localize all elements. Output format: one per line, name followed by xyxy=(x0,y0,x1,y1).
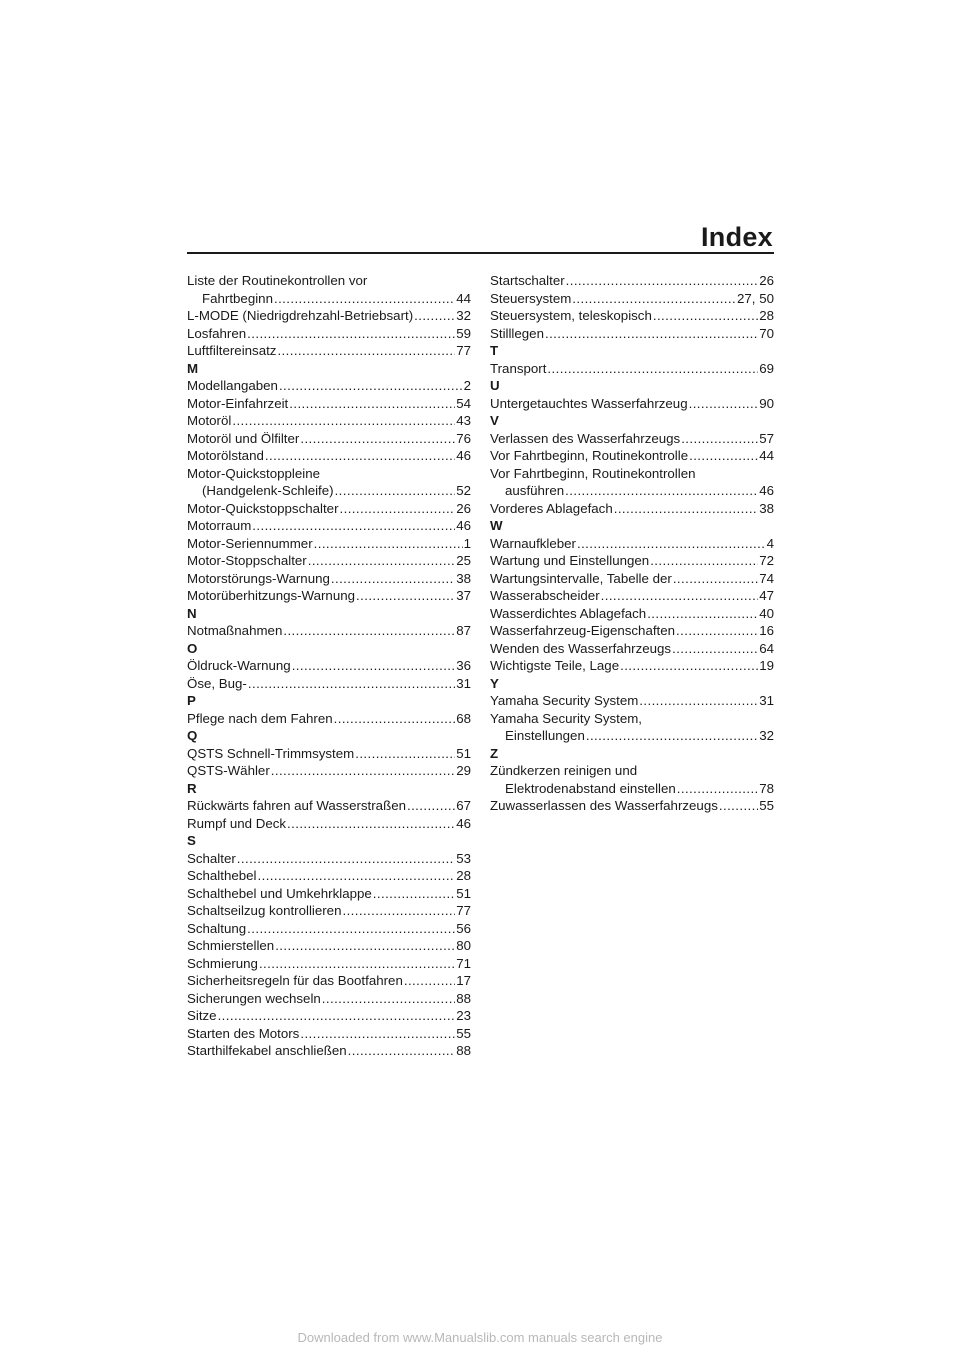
index-entry-page: 77 xyxy=(456,903,471,918)
dot-leader xyxy=(677,780,758,798)
index-entry-label: Notmaßnahmen xyxy=(187,623,283,638)
index-entry xyxy=(187,342,471,360)
dot-leader xyxy=(650,552,758,570)
index-entry xyxy=(490,727,774,745)
index-entry-label: Warnaufkleber xyxy=(490,535,576,551)
index-entry-label: Wartungsintervalle, Tabelle der xyxy=(490,570,672,586)
index-entry xyxy=(490,622,774,640)
index-entry-page: 26 xyxy=(456,500,471,516)
dot-leader xyxy=(586,727,758,745)
dot-leader xyxy=(545,325,758,343)
index-entry-page: 19 xyxy=(759,658,774,673)
index-entry-label: Schalter xyxy=(187,850,236,866)
index-entry-page: 43 xyxy=(456,413,471,428)
dot-leader xyxy=(355,745,455,763)
index-entry xyxy=(187,710,471,728)
index-entry-label: Schaltseilzug kontrollieren xyxy=(187,903,342,918)
dot-leader xyxy=(689,447,758,465)
dot-leader xyxy=(566,272,759,290)
dot-leader xyxy=(572,290,736,308)
index-entry xyxy=(187,500,471,518)
index-letter-heading: U xyxy=(490,378,500,393)
dot-leader xyxy=(218,1007,456,1025)
index-entry-head: Motor-Quickstoppleine xyxy=(187,465,321,481)
index-entry-label: Schaltung xyxy=(187,920,247,936)
index-entry-label: Sitze xyxy=(187,1008,217,1023)
index-entry xyxy=(490,797,774,815)
index-entry xyxy=(490,552,774,570)
index-entry-page: 55 xyxy=(456,1025,471,1041)
index-letter-heading: Z xyxy=(490,745,499,761)
index-entry-label: Losfahren xyxy=(187,325,247,341)
dot-leader xyxy=(248,675,455,693)
dot-leader xyxy=(247,325,455,343)
index-entry-page: 87 xyxy=(456,623,471,638)
index-entry-page: 80 xyxy=(456,938,471,953)
index-entry-head: Zündkerzen reinigen und xyxy=(490,763,638,778)
index-entry-page: 1 xyxy=(463,535,471,551)
index-entry xyxy=(187,815,471,833)
index-letter-heading: Q xyxy=(187,728,198,743)
footer-watermark: Downloaded from www.Manualslib.com manuals search engine xyxy=(297,1330,663,1345)
index-entry-page: 52 xyxy=(456,483,471,498)
index-entry xyxy=(187,797,471,815)
index-letter-heading: W xyxy=(490,518,503,533)
index-entry-label: Sicherheitsregeln für das Bootfahren xyxy=(187,973,403,988)
index-letter-heading: N xyxy=(187,605,197,621)
index-entry xyxy=(490,570,774,588)
index-entry-page: 55 xyxy=(759,798,774,813)
index-entry-label: Motoröl xyxy=(187,413,232,428)
page-title: Index xyxy=(700,222,773,252)
index-entry-page: 47 xyxy=(759,588,774,603)
index-entry-page: 2 xyxy=(463,378,471,393)
dot-leader xyxy=(287,815,455,833)
dot-leader xyxy=(340,500,456,518)
dot-leader xyxy=(322,990,455,1008)
index-entry xyxy=(490,395,774,413)
index-entry xyxy=(187,325,471,343)
index-entry xyxy=(187,902,471,920)
index-letter-heading: T xyxy=(490,343,499,358)
index-entry xyxy=(490,535,774,553)
index-entry-page: 36 xyxy=(456,658,471,673)
index-entry-label: Rumpf und Deck xyxy=(187,815,287,831)
index-entry-label: Motor-Quickstoppschalter xyxy=(187,500,339,516)
index-entry xyxy=(490,640,774,658)
dot-leader xyxy=(300,1025,455,1043)
index-entry-page: 46 xyxy=(759,483,774,498)
index-letter-heading: M xyxy=(187,360,199,376)
dot-leader xyxy=(331,570,455,588)
index-entry-page: 38 xyxy=(759,500,774,516)
index-entry-head: Liste der Routinekontrollen vor xyxy=(187,273,368,288)
index-entry-label: Wichtigste Teile, Lage xyxy=(490,658,620,673)
dot-leader xyxy=(283,622,455,640)
index-entry-page: 46 xyxy=(456,448,471,463)
index-entry-page: 29 xyxy=(456,763,471,778)
index-entry-page: 32 xyxy=(456,308,471,323)
index-entry xyxy=(187,955,471,973)
index-entry-page: 26 xyxy=(759,273,774,288)
index-entry xyxy=(187,990,471,1008)
index-entry-label: Transport xyxy=(490,360,547,376)
index-entry-label: Schalthebel und Umkehrklappe xyxy=(187,885,372,901)
index-entry-label: Motorüberhitzungs-Warnung xyxy=(187,588,356,603)
index-entry xyxy=(490,430,774,448)
dot-leader xyxy=(277,342,455,360)
index-entry-label: Öldruck-Warnung xyxy=(187,658,291,673)
dot-leader xyxy=(620,657,758,675)
title-rule xyxy=(187,252,774,254)
dot-leader xyxy=(653,307,758,325)
index-entry-label: Starthilfekabel anschließen xyxy=(187,1043,347,1058)
dot-leader xyxy=(342,902,455,920)
index-entry-label: Startschalter xyxy=(490,273,565,288)
index-entry-label: Einstellungen xyxy=(505,728,585,743)
index-entry-page: 51 xyxy=(456,885,471,901)
index-letter-heading: V xyxy=(490,413,499,428)
index-entry-label: Motorstörungs-Warnung xyxy=(187,570,330,586)
index-entry xyxy=(187,675,471,693)
index-entry-label: Motor-Einfahrzeit xyxy=(187,395,289,411)
index-letter-heading: S xyxy=(187,833,196,848)
index-entry xyxy=(187,447,471,465)
index-entry-label: Wenden des Wasserfahrzeugs xyxy=(490,640,672,656)
index-entry xyxy=(187,622,471,640)
dot-leader xyxy=(681,430,758,448)
index-entry-label: Wasserdichtes Ablagefach xyxy=(490,605,647,621)
index-entry-page: 77 xyxy=(456,343,471,358)
dot-leader xyxy=(689,395,759,413)
dot-leader xyxy=(300,430,455,448)
index-letter-heading: O xyxy=(187,640,198,656)
index-entry-page: 4 xyxy=(766,535,774,551)
dot-leader xyxy=(719,797,758,815)
index-entry-page: 17 xyxy=(456,973,471,988)
index-entry-label: Wartung und Einstellungen xyxy=(490,553,650,568)
index-entry-label: Vor Fahrtbeginn, Routinekontrolle xyxy=(490,448,689,463)
index-entry-page: 53 xyxy=(456,850,471,866)
index-entry xyxy=(187,885,471,903)
index-entry-label: L-MODE (Niedrigdrehzahl-Betriebsart) xyxy=(187,308,414,323)
dot-leader xyxy=(334,710,456,728)
index-entry-label: Schmierung xyxy=(187,955,258,971)
dot-leader xyxy=(258,867,456,885)
index-entry-label: Modellangaben xyxy=(187,378,278,393)
dot-leader xyxy=(414,307,455,325)
index-entry xyxy=(490,780,774,798)
index-entry xyxy=(490,360,774,378)
dot-leader xyxy=(639,692,758,710)
dot-leader xyxy=(247,920,455,938)
dot-leader xyxy=(279,377,463,395)
index-entry-label: ausführen xyxy=(505,483,565,498)
index-entry xyxy=(490,692,774,710)
index-entry-label: Wasserabscheider xyxy=(490,588,600,603)
index-entry xyxy=(490,325,774,343)
index-entry-label: Öse, Bug- xyxy=(187,675,247,691)
index-entry xyxy=(187,517,471,535)
dot-leader xyxy=(265,447,455,465)
index-entry xyxy=(490,500,774,518)
index-letter-heading: R xyxy=(187,780,197,796)
index-entry-page: 16 xyxy=(759,623,774,638)
index-entry-page: 76 xyxy=(456,430,471,446)
index-entry-page: 70 xyxy=(759,325,774,341)
index-entry-page: 28 xyxy=(456,868,471,883)
index-entry-head: Vor Fahrtbeginn, Routinekontrollen xyxy=(490,465,696,481)
index-entry-label: (Handgelenk-Schleife) xyxy=(202,483,334,498)
index-entry-label: Steuersystem, teleskopisch xyxy=(490,308,652,323)
index-entry-page: 56 xyxy=(456,920,471,936)
index-entry-page: 72 xyxy=(759,553,774,568)
index-entry-page: 44 xyxy=(759,448,774,463)
dot-leader xyxy=(314,535,463,553)
index-entry-label: Sicherungen wechseln xyxy=(187,990,321,1006)
index-entry xyxy=(187,920,471,938)
dot-leader xyxy=(274,290,455,308)
index-entry xyxy=(187,587,471,605)
dot-leader xyxy=(289,395,455,413)
index-entry xyxy=(490,605,774,623)
index-letter-heading: Y xyxy=(490,675,499,691)
dot-leader xyxy=(232,412,455,430)
index-column-right xyxy=(490,272,774,815)
index-entry-label: Schalthebel xyxy=(187,868,257,883)
index-entry xyxy=(187,762,471,780)
index-entry-label: Pflege nach dem Fahren xyxy=(187,710,333,726)
dot-leader xyxy=(308,552,455,570)
index-entry-label: Untergetauchtes Wasserfahrzeug xyxy=(490,395,688,411)
dot-leader xyxy=(237,850,455,868)
index-entry-head: Yamaha Security System, xyxy=(490,710,642,726)
dot-leader xyxy=(252,517,455,535)
dot-leader xyxy=(577,535,766,553)
index-entry xyxy=(187,307,471,325)
index-entry xyxy=(187,1007,471,1025)
index-entry-page: 74 xyxy=(759,570,774,586)
dot-leader xyxy=(259,955,455,973)
index-entry xyxy=(187,745,471,763)
index-entry-label: Wasserfahrzeug-Eigenschaften xyxy=(490,623,676,638)
index-column-left xyxy=(187,272,471,1060)
index-entry-label: Luftfiltereinsatz xyxy=(187,343,277,358)
index-entry xyxy=(187,482,471,500)
index-entry-label: Motoröl und Ölfilter xyxy=(187,430,300,446)
index-entry-label: Fahrtbeginn xyxy=(202,290,273,306)
index-entry-label: Rückwärts fahren auf Wasserstraßen xyxy=(187,798,406,813)
index-entry-page: 28 xyxy=(759,308,774,323)
dot-leader xyxy=(673,570,758,588)
index-entry xyxy=(490,307,774,325)
index-entry-page: 32 xyxy=(759,728,774,743)
index-entry-page: 51 xyxy=(456,745,471,761)
dot-leader xyxy=(356,587,455,605)
dot-leader xyxy=(647,605,758,623)
index-entry xyxy=(490,657,774,675)
index-entry xyxy=(490,290,774,308)
index-entry-label: QSTS-Wähler xyxy=(187,763,270,778)
index-entry-label: Starten des Motors xyxy=(187,1025,300,1041)
index-entry-page: 57 xyxy=(759,430,774,446)
dot-leader xyxy=(565,482,758,500)
dot-leader xyxy=(292,657,456,675)
dot-leader xyxy=(601,587,759,605)
index-entry-page: 90 xyxy=(759,395,774,411)
index-entry-label: Motorölstand xyxy=(187,448,264,463)
index-entry-page: 31 xyxy=(759,693,774,708)
index-entry xyxy=(187,290,471,308)
dot-leader xyxy=(275,937,455,955)
index-entry-page: 59 xyxy=(456,325,471,341)
index-entry-page: 78 xyxy=(759,780,774,796)
index-entry-label: Yamaha Security System xyxy=(490,693,639,708)
index-entry-page: 88 xyxy=(456,1043,471,1058)
index-entry-page: 40 xyxy=(759,605,774,621)
dot-leader xyxy=(614,500,758,518)
dot-leader xyxy=(404,972,455,990)
index-entry-label: Elektrodenabstand einstellen xyxy=(505,780,676,796)
index-entry-page: 25 xyxy=(456,553,471,568)
index-entry-page: 27, 50 xyxy=(737,290,774,306)
index-entry-label: Vorderes Ablagefach xyxy=(490,500,613,516)
dot-leader xyxy=(547,360,758,378)
index-entry xyxy=(490,447,774,465)
index-entry-label: Schmierstellen xyxy=(187,938,275,953)
dot-leader xyxy=(335,482,456,500)
index-entry-page: 64 xyxy=(759,640,774,656)
dot-leader xyxy=(271,762,455,780)
index-entry-label: Stilllegen xyxy=(490,325,544,341)
index-entry-label: Verlassen des Wasserfahrzeugs xyxy=(490,430,681,446)
index-entry xyxy=(187,412,471,430)
dot-leader xyxy=(676,622,758,640)
index-entry xyxy=(490,272,774,290)
index-entry-page: 67 xyxy=(456,798,471,813)
dot-leader xyxy=(373,885,455,903)
index-entry xyxy=(187,552,471,570)
index-entry-page: 46 xyxy=(456,815,471,831)
index-entry-page: 69 xyxy=(759,360,774,376)
index-entry-label: QSTS Schnell-Trimmsystem xyxy=(187,745,355,761)
dot-leader xyxy=(348,1042,456,1060)
index-entry xyxy=(187,535,471,553)
index-entry-page: 71 xyxy=(456,955,471,971)
index-entry xyxy=(187,1042,471,1060)
dot-leader xyxy=(407,797,455,815)
index-entry-page: 54 xyxy=(456,395,471,411)
index-entry xyxy=(187,850,471,868)
index-entry-page: 23 xyxy=(456,1008,471,1023)
index-entry xyxy=(187,972,471,990)
index-entry-page: 68 xyxy=(456,710,471,726)
index-entry xyxy=(490,587,774,605)
index-entry-label: Zuwasserlassen des Wasserfahrzeugs xyxy=(490,798,718,813)
index-entry xyxy=(187,395,471,413)
index-entry-page: 31 xyxy=(456,675,471,691)
index-entry-label: Motorraum xyxy=(187,518,252,533)
index-letter-heading: P xyxy=(187,693,196,708)
index-entry-page: 46 xyxy=(456,518,471,533)
index-entry-label: Motor-Stoppschalter xyxy=(187,553,307,568)
index-entry xyxy=(187,570,471,588)
index-entry-page: 44 xyxy=(456,290,471,306)
index-entry xyxy=(187,377,471,395)
index-entry-page: 37 xyxy=(456,588,471,603)
index-entry xyxy=(187,1025,471,1043)
index-entry-label: Steuersystem xyxy=(490,290,572,306)
index-entry-label: Motor-Seriennummer xyxy=(187,535,313,551)
index-entry-page: 38 xyxy=(456,570,471,586)
index-entry xyxy=(187,937,471,955)
index-entry-page: 88 xyxy=(456,990,471,1006)
index-entry xyxy=(490,482,774,500)
index-entry xyxy=(187,657,471,675)
index-entry xyxy=(187,867,471,885)
dot-leader xyxy=(672,640,758,658)
index-entry xyxy=(187,430,471,448)
